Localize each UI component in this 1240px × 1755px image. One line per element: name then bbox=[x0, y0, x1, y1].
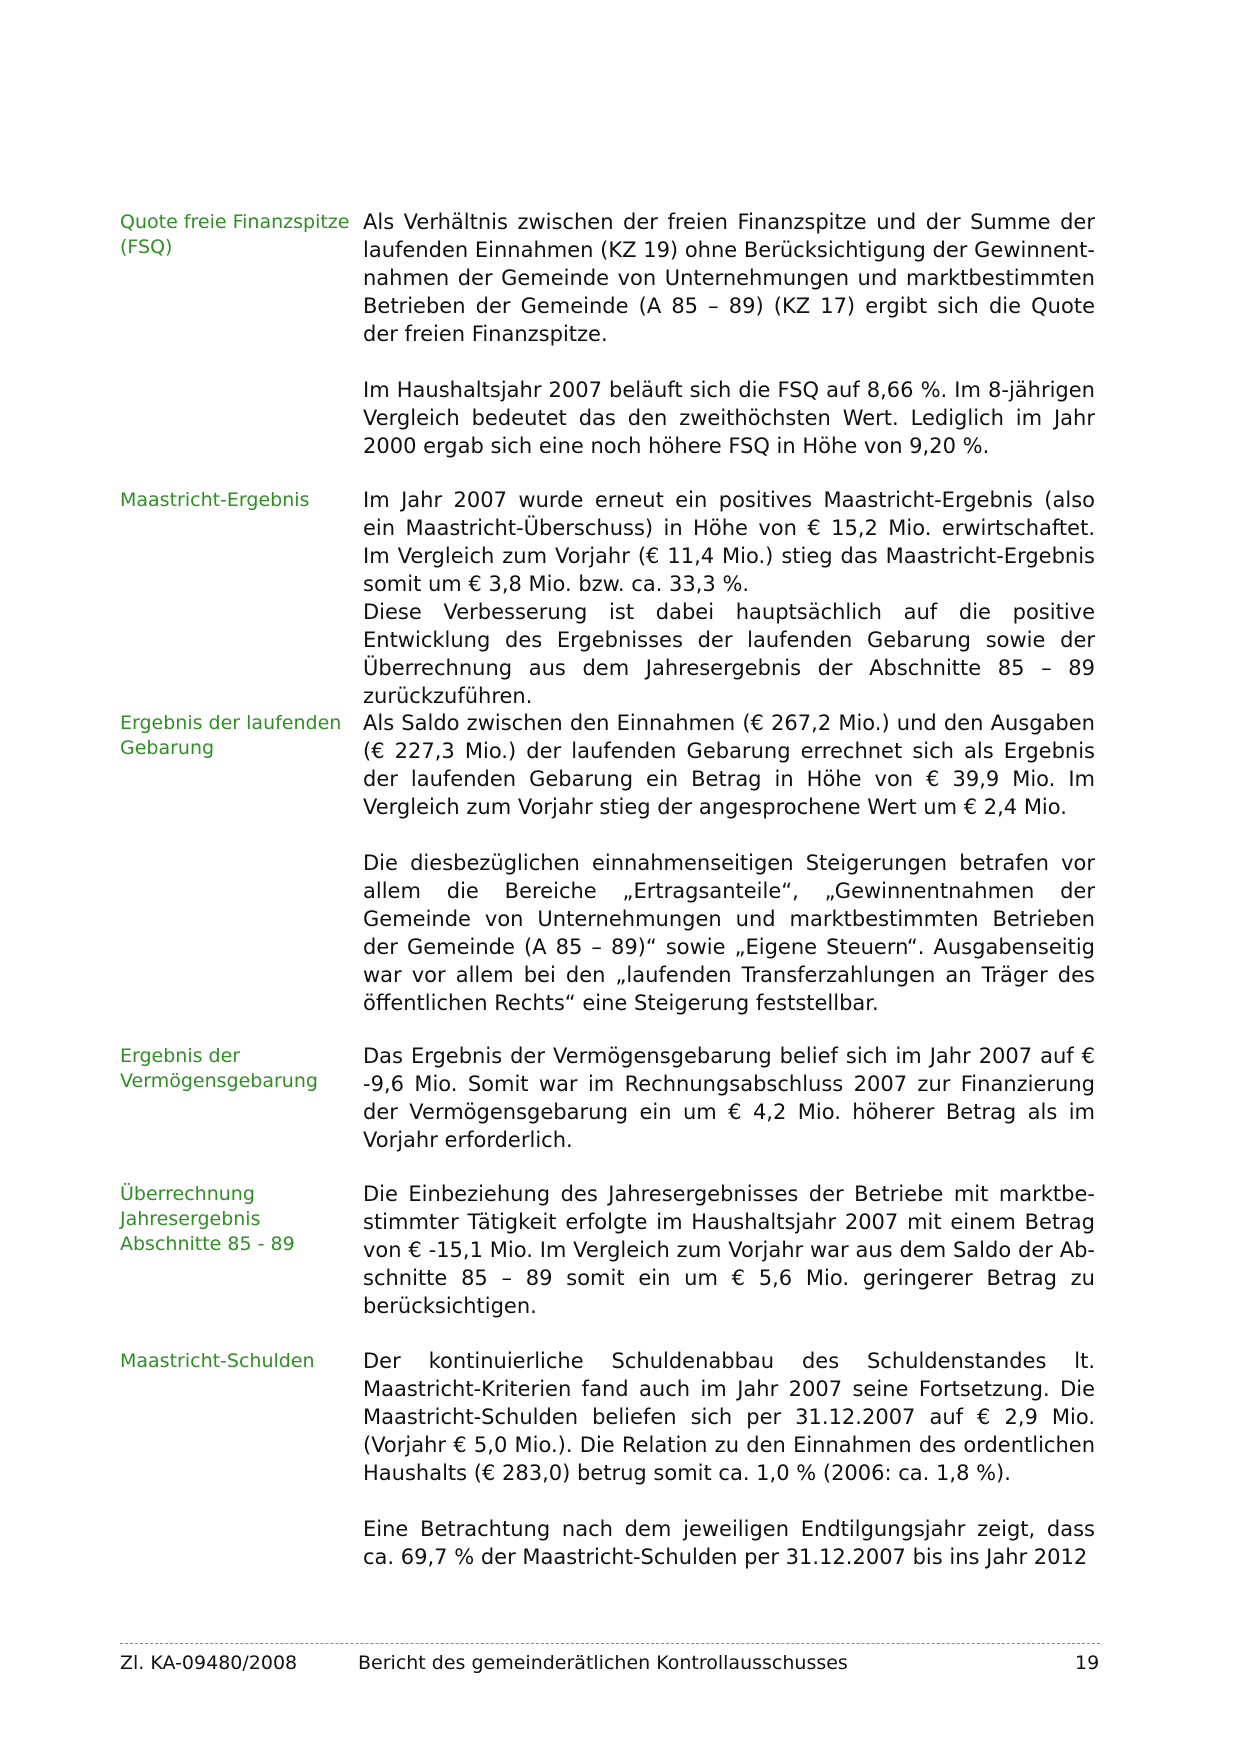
section-label-laufende-gebarung: Ergebnis der laufenden Gebarung bbox=[120, 712, 342, 759]
footer-title: Bericht des gemeinderätlichen Kontrollausschusses bbox=[358, 1652, 848, 1674]
paragraph: Eine Betrachtung nach dem jeweiligen Endtilgungsjahr zeigt, dass ca. 69,7 % der Maastricht-Schulden per 31.12.2007 bis ins Jahr 2012 bbox=[363, 1517, 1095, 1569]
paragraph: Der kontinuierliche Schuldenabbau des Schuldenstandes lt. Maastricht-Kriterien fand auch im Jahr 2007 seine Fortsetzung. Die Maastricht-Schulden beliefen sich per 31.12.2007 auf € 2,9 Mio. (Vorjahr € 5,0 Mio.). Die Relation zu den Einnahmen des ordentlichen Haushalts (€ 283,0) betrug somit ca. 1,0 % (2006: ca. 1,8 %). bbox=[363, 1349, 1095, 1485]
paragraph: Die diesbezüglichen einnahmenseitigen Steigerungen betrafen vor allem die Bereiche „Ertragsanteile“, „Gewinnentnahmen der Gemeinde von Unternehmungen und marktbestimmten Betrieben der Gemeinde (A 85 – 89)“ sowie „Eigene Steuern“. Ausgabenseitig war vor allem bei den „laufenden Transferzahlungen an Träger des öffentlichen Rechts“ eine Steigerung feststellbar. bbox=[363, 851, 1095, 1015]
paragraph: Als Verhältnis zwischen der freien Finanzspitze und der Summe der laufenden Einnahmen (KZ 19) ohne Berücksichtigung der Gewinnentnahmen der Gemeinde von Unternehmungen und marktbestimmten Betrieben der Gemeinde (A 85 – 89) (KZ 17) ergibt sich die Quote der freien Finanzspitze. bbox=[363, 210, 1095, 346]
paragraph: Im Haushaltsjahr 2007 beläuft sich die FSQ auf 8,66 %. Im 8-jährigen Vergleich bedeutet das den zweithöchsten Wert. Lediglich im Jahr 2000 ergab sich eine noch höhere FSQ in Höhe von 9,20 %. bbox=[363, 378, 1095, 458]
section-body-fsq bbox=[363, 208, 1095, 460]
paragraph: Die Einbeziehung des Jahresergebnisses der Betriebe mit marktbestimmter Tätigkeit erfolgte im Haushaltsjahr 2007 mit einem Betrag von € -15,1 Mio. Im Vergleich zum Vorjahr war aus dem Saldo der Abschnitte 85 – 89 somit ein um € 5,6 Mio. geringerer Betrag zu berücksichtigen. bbox=[363, 1182, 1095, 1318]
section-body-laufende-gebarung bbox=[363, 709, 1095, 1017]
page-number: 19 bbox=[1075, 1652, 1100, 1674]
section-body-ueberrechnung bbox=[363, 1180, 1095, 1320]
paragraph: Das Ergebnis der Vermögensgebarung belief sich im Jahr 2007 auf € -9,6 Mio. Somit war im Rechnungsabschluss 2007 zur Finanzierung der Vermögensgebarung ein um € 4,2 Mio. höherer Betrag als im Vorjahr erforderlich. bbox=[363, 1044, 1095, 1152]
section-body-vermoegensgebarung bbox=[363, 1042, 1095, 1154]
footer-reference: Zl. KA-09480/2008 bbox=[120, 1652, 298, 1674]
paragraph: Als Saldo zwischen den Einnahmen (€ 267,2 Mio.) und den Ausgaben (€ 227,3 Mio.) der laufenden Gebarung errechnet sich als Ergebnis der laufenden Gebarung ein Betrag in Höhe von € 39,9 Mio. Im Vergleich zum Vorjahr stieg der angesprochene Wert um € 2,4 Mio. bbox=[363, 711, 1095, 819]
paragraph: Diese Verbesserung ist dabei hauptsächlich auf die positive Entwicklung des Ergebnisses der laufenden Gebarung sowie der Überrechnung aus dem Jahresergebnis der Abschnitte 85 – 89 zurückzuführen. bbox=[363, 600, 1095, 708]
section-label-maastricht-ergebnis: Maastricht-Ergebnis bbox=[120, 489, 310, 511]
section-label-fsq: Quote freie Finanzspitze (FSQ) bbox=[120, 211, 350, 258]
footer-divider bbox=[120, 1643, 1100, 1644]
section-label-maastricht-schulden: Maastricht-Schulden bbox=[120, 1350, 315, 1372]
paragraph: Im Jahr 2007 wurde erneut ein positives Maastricht-Ergebnis (also ein Maastricht-Überschuss) in Höhe von € 15,2 Mio. erwirtschaftet. Im Vergleich zum Vorjahr (€ 11,4 Mio.) stieg das Maastricht-Ergebnis somit um € 3,8 Mio. bzw. ca. 33,3 %. bbox=[363, 488, 1095, 596]
section-label-ueberrechnung: Überrechnung Jahresergebnis Abschnitte 85 - 89 bbox=[120, 1183, 295, 1255]
section-label-vermoegensgebarung: Ergebnis der Vermögensgebarung bbox=[120, 1045, 318, 1092]
section-body-maastricht-schulden bbox=[363, 1347, 1095, 1571]
section-body-maastricht-ergebnis bbox=[363, 486, 1095, 710]
